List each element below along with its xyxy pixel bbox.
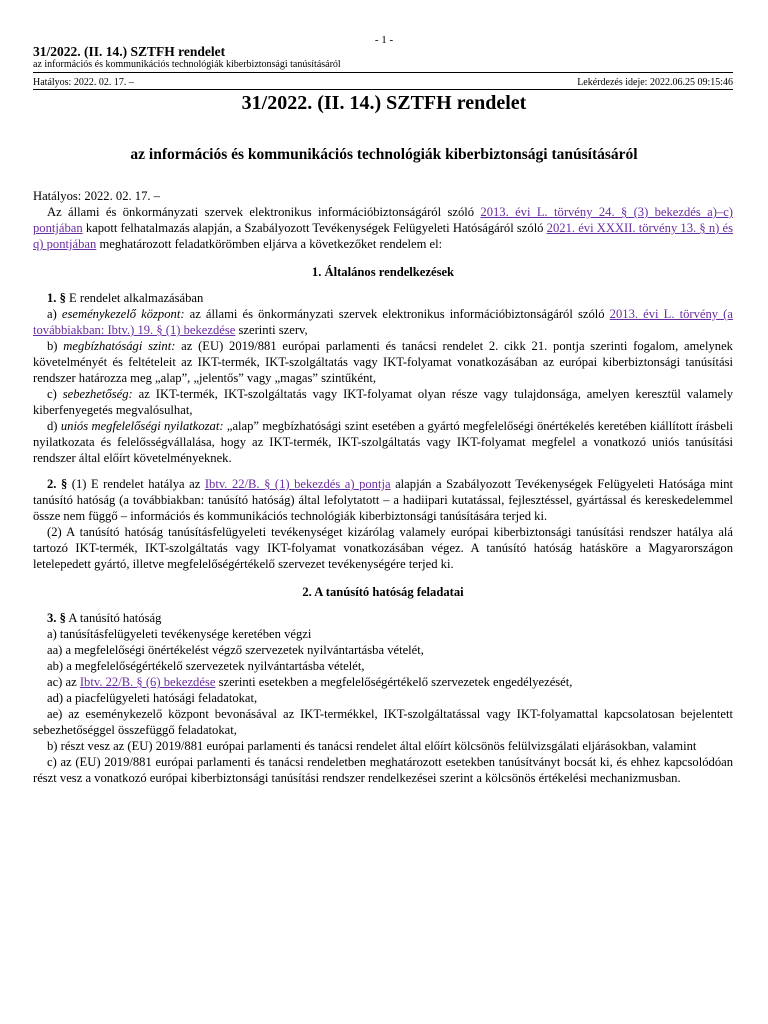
- definition-a: a) eseménykezelő központ: az állami és önkormányzati szervek elektronikus információbiztonságáról szóló 2013. évi L. törvény (a továbbiakban: Ibtv.) 19. § (1) bekezdése szerinti szerv,: [33, 307, 733, 337]
- item-ac: ac) az Ibtv. 22/B. § (6) bekezdése szerinti esetekben a megfelelőségértékelő szervezetek engedélyezését,: [47, 675, 573, 689]
- link-ibtv-22b-1[interactable]: Ibtv. 22/B. § (1) bekezdés a) pontja: [204, 477, 391, 491]
- link-ibtv-22b-6[interactable]: Ibtv. 22/B. § (6) bekezdése: [79, 675, 216, 689]
- paragraph-3: 3. § A tanúsító hatóság: [47, 611, 162, 625]
- paragraph-1: 1. § E rendelet alkalmazásában: [47, 291, 204, 305]
- item-a: a) tanúsításfelügyeleti tevékenysége keretében végzi: [47, 627, 312, 641]
- preamble: Az állami és önkormányzati szervek elektronikus információbiztonságáról szóló 2013. évi L. törvény 24. § (3) bekezdés a)–c) pontjában kapott felhatalmazás alapján, a Szabályozott Tevékenységek Felügyeleti Hatóságáról szóló 2021. évi XXXII. törvény 13. § n) és q) pontjában meghatározott feladatkörömben eljárva a következőket rendelem el:: [33, 205, 733, 251]
- header-divider-bottom: [33, 89, 733, 90]
- header-query-time: Lekérdezés ideje: 2022.06.25 09:15:46: [577, 77, 733, 88]
- paragraph-2-2: (2) A tanúsító hatóság tanúsításfelügyeleti tevékenységet kizárólag valamely európai kiberbiztonsági tanúsítási rendszer hatálya alá tartozó IKT-termék, IKT-szolgáltatás vagy IKT-folyamat vonatkozásában végez. A tanúsító hatóság hatásköre a Magyarországon letelepedett gyártó, illetve megfelelőségértékelő szervezet tevékenységére terjed ki.: [33, 525, 733, 571]
- item-ad: ad) a piacfelügyeleti hatósági feladatokat,: [47, 691, 258, 705]
- paragraph-2: 2. § (1) E rendelet hatálya az Ibtv. 22/B. § (1) bekezdés a) pontja alapján a Szabályozott Tevékenységek Felügyeleti Hatósága mint tanúsító hatóság (a továbbiakban: tanúsító hatóság) által lefolytatott – a hadiipari kutatással, fejlesztéssel, gyártással és kereskedelemmel össze nem függő – információs és kommunikációs technológiák kiberbiztonsági tanúsítására terjed ki.: [33, 477, 733, 523]
- document-body: [33, 188, 733, 786]
- header-effective-date: Hatályos: 2022. 02. 17. –: [33, 77, 134, 88]
- link-ibtv-19[interactable]: 2013. évi L. törvény (a továbbiakban: Ibtv.) 19. § (1) bekezdése: [33, 307, 733, 337]
- page-number: - 1 -: [374, 34, 394, 46]
- link-ibtv-24[interactable]: 2013. évi L. törvény 24. § (3) bekezdés a)–c) pontjában: [33, 205, 733, 235]
- section-heading-2: 2. A tanúsító hatóság feladatai: [302, 585, 464, 599]
- definition-b: b) megbízhatósági szint: az (EU) 2019/881 európai parlamenti és tanácsi rendelet 2. cikk 21. pontja szerinti fogalom, amelynek követelményét és feltételeit az IKT-termék, IKT-szolgáltatás vagy IKT-folyamat vonatkozásában az európai kiberbiztonsági tanúsítási rendszer határozza meg „alap”, „jelentős” vagy „magas” szintűként,: [33, 339, 733, 385]
- link-2021-xxxii[interactable]: 2021. évi XXXII. törvény 13. § n) és q) pontjában: [33, 221, 733, 251]
- running-header-title: 31/2022. (II. 14.) SZTFH rendelet: [33, 44, 226, 59]
- running-header-subtitle: az információs és kommunikációs technológiák kiberbiztonsági tanúsításáról: [33, 59, 341, 70]
- item-b: b) részt vesz az (EU) 2019/881 európai parlamenti és tanácsi rendelet által előírt kölcsönös felülvizsgálati eljárásokban, valamint: [47, 739, 697, 753]
- item-c: c) az (EU) 2019/881 európai parlamenti és tanácsi rendeletben meghatározott esetekben tanúsítványt bocsát ki, és ehhez kapcsolódóan részt vesz a vonatkozó európai kiberbiztonsági tanúsítási rendszer rendelkezései szerint a kölcsönös értékelési mechanizmusban.: [33, 755, 733, 785]
- effective-line: Hatályos: 2022. 02. 17. –: [33, 189, 160, 203]
- item-ab: ab) a megfelelőségértékelő szervezetek nyilvántartásba vételét,: [47, 659, 365, 673]
- document-subtitle: az információs és kommunikációs technológiák kiberbiztonsági tanúsításáról: [130, 146, 638, 163]
- document-title: 31/2022. (II. 14.) SZTFH rendelet: [241, 92, 527, 114]
- item-aa: aa) a megfelelőségi önértékelést végző szervezetek nyilvántartásba vételét,: [47, 643, 424, 657]
- header-divider: [33, 72, 733, 73]
- definition-d: d) uniós megfelelőségi nyilatkozat: „alap” megbízhatósági szint esetében a gyártó megfelelőségi önértékelés keretében kiállított írásbeli nyilatkozata és felelősségvállalása, hogy az IKT-termék, IKT-szolgáltatás vagy IKT-folyamat megfelel a vonatkozó uniós tanúsítási rendszer által előírt követelményeknek.: [33, 419, 734, 465]
- definition-c: c) sebezhetőség: az IKT-termék, IKT-szolgáltatás vagy IKT-folyamat olyan része vagy tulajdonsága, amelyen keresztül valamely kiberfenyegetés megvalósulhat,: [33, 387, 733, 417]
- item-ae: ae) az eseménykezelő központ bevonásával az IKT-termékkel, IKT-szolgáltatással vagy IKT-folyamattal kapcsolatosan bejelentett sebezhetőséggel összefüggő feladatokat,: [33, 707, 733, 737]
- section-heading-1: 1. Általános rendelkezések: [311, 265, 455, 279]
